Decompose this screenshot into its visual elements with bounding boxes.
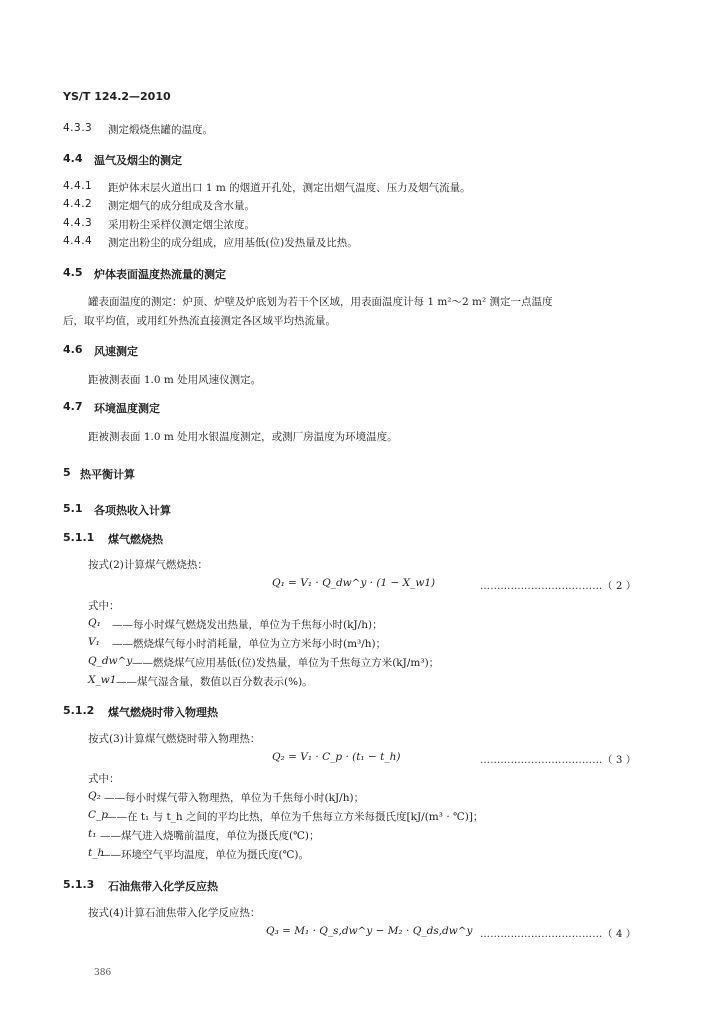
paragraph: 距炉体末层火道出口 1 m 的烟道开孔处，测定出烟气温度、压力及烟气流量。 xyxy=(108,182,471,194)
section-heading: 炉体表面温度热流量的测定 xyxy=(94,268,226,281)
equation-number: ………………………………（ 4 ） xyxy=(480,929,637,940)
section-number: 4.4.4 xyxy=(63,235,93,247)
section-heading: 温气及烟尘的测定 xyxy=(94,154,182,167)
paragraph: 测定烟气的成分组成及含水量。 xyxy=(108,200,255,212)
section-number: 4.4.2 xyxy=(63,198,93,210)
section-number: 5 xyxy=(63,466,71,479)
section-number: 4.4.1 xyxy=(63,180,93,192)
equation-number: ………………………………（ 2 ） xyxy=(480,581,637,592)
section-heading: 石油焦带入化学反应热 xyxy=(108,880,218,893)
definition: ——每小时煤气带入物理热，单位为千焦每小时(kJ/h)； xyxy=(104,792,365,804)
section-heading: 各项热收入计算 xyxy=(94,504,171,517)
section-heading: 风速测定 xyxy=(94,345,138,358)
section-number: 4.4 xyxy=(63,152,83,165)
paragraph: 距被测表面 1.0 m 处用风速仪测定。 xyxy=(88,374,262,386)
formula: Q₂ = V₁ · C_p · (t₁ − t_h) xyxy=(272,751,401,763)
section-number: 4.6 xyxy=(63,343,83,356)
definition: ——环境空气平均温度，单位为摄氏度(℃)。 xyxy=(100,849,309,861)
section-number: 5.1.1 xyxy=(63,531,95,544)
section-heading: 热平衡计算 xyxy=(80,468,135,481)
page-header: YS/T 124.2—2010 xyxy=(63,90,171,103)
formula: Q₃ = M₁ · Q_s,dw^y − M₂ · Q_ds,dw^y xyxy=(266,925,473,937)
section-number: 5.1.3 xyxy=(63,878,95,891)
where-label: 式中： xyxy=(88,773,120,785)
section-number: 5.1.2 xyxy=(63,704,95,717)
section-number: 4.5 xyxy=(63,266,83,279)
definition: ——每小时煤气燃烧发出热量，单位为千焦每小时(kJ/h)； xyxy=(112,619,383,631)
section-number: 4.7 xyxy=(63,400,83,413)
symbol: X_w1 xyxy=(88,674,117,686)
symbol: Q₁ xyxy=(88,617,101,629)
symbol: t_h xyxy=(88,847,105,859)
paragraph: 距被测表面 1.0 m 处用水银温度测定，或测厂房温度为环境温度。 xyxy=(88,431,398,443)
paragraph: 后，取平均值，或用红外热流直接测定各区域平均热流量。 xyxy=(63,315,336,327)
symbol: Q₂ xyxy=(88,790,101,802)
section-heading: 煤气燃烧热 xyxy=(108,533,163,546)
section-heading: 煤气燃烧时带入物理热 xyxy=(108,706,218,719)
definition: ——燃烧煤气应用基低(位)发热量，单位为千焦每立方米(kJ/m³)； xyxy=(132,657,440,669)
definition: ——在 t₁ 与 t_h 之间的平均比热，单位为千焦每立方米每摄氏度[kJ/(m³ · ℃)]； xyxy=(106,811,484,823)
paragraph: 测定煅烧焦罐的温度。 xyxy=(108,124,213,136)
paragraph: 按式(3)计算煤气燃烧时带入物理热： xyxy=(88,733,261,745)
symbol: t₁ xyxy=(88,828,97,840)
section-number: 4.3.3 xyxy=(63,122,93,134)
symbol: V₁ xyxy=(88,636,100,648)
definition: ——煤气进入烧嘴前温度，单位为摄氏度(℃)； xyxy=(100,830,320,842)
symbol: Q_dw^y xyxy=(88,655,133,667)
definition: ——煤气湿含量，数值以百分数表示(%)。 xyxy=(116,676,313,688)
paragraph: 罐表面温度的测定：炉顶、炉壁及炉底划为若干个区域，用表面温度计每 1 m²～2 m² 测定一点温度 xyxy=(88,296,553,308)
page-number: 386 xyxy=(94,968,112,978)
equation-number: ………………………………（ 3 ） xyxy=(480,755,637,766)
where-label: 式中： xyxy=(88,600,120,612)
formula: Q₁ = V₁ · Q_dw^y · (1 − X_w1) xyxy=(272,577,436,589)
paragraph: 测定出粉尘的成分组成，应用基低(位)发热量及比热。 xyxy=(108,237,358,249)
section-number: 4.4.3 xyxy=(63,217,93,229)
paragraph: 采用粉尘采样仪测定烟尘浓度。 xyxy=(108,219,255,231)
section-heading: 环境温度测定 xyxy=(94,402,160,415)
definition: ——燃烧煤气每小时消耗量，单位为立方米每小时(m³/h)； xyxy=(112,638,387,650)
symbol: C_p xyxy=(88,809,109,821)
section-number: 5.1 xyxy=(63,502,83,515)
paragraph: 按式(4)计算石油焦带入化学反应热： xyxy=(88,907,261,919)
paragraph: 按式(2)计算煤气燃烧热： xyxy=(88,559,208,571)
